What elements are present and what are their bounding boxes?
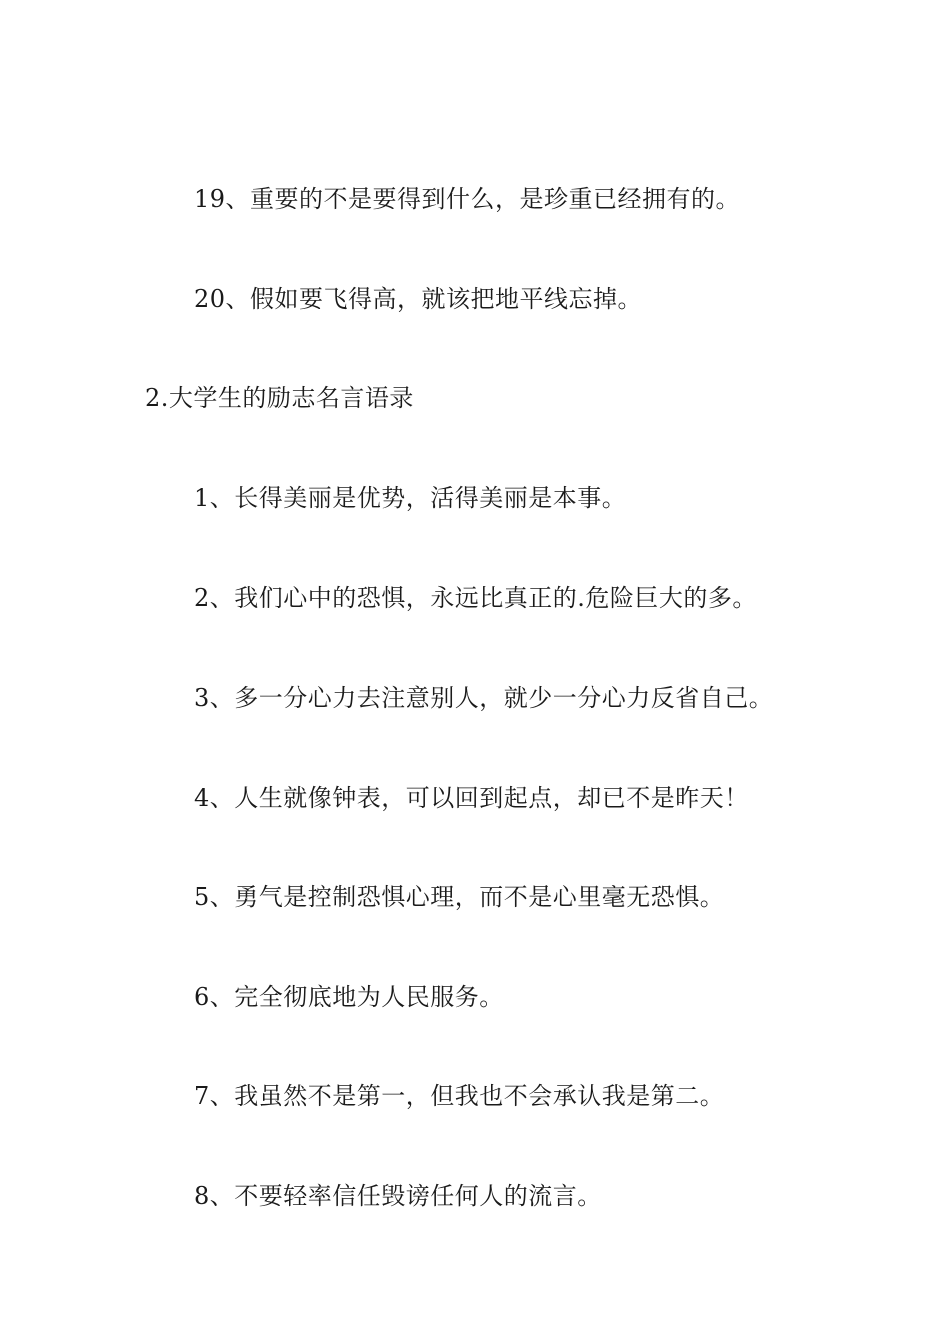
quote-item-6: 6、完全彻底地为人民服务。 [194, 983, 504, 1011]
quote-item-4: 4、人生就像钟表，可以回到起点，却已不是昨天！ [194, 784, 749, 812]
section-heading: 2.大学生的励志名言语录 [145, 384, 414, 412]
quote-item-5: 5、勇气是控制恐惧心理，而不是心里毫无恐惧。 [194, 883, 725, 911]
quote-item-20: 20、假如要飞得高，就该把地平线忘掉。 [194, 285, 643, 313]
quote-item-19: 19、重要的不是要得到什么，是珍重已经拥有的。 [194, 185, 741, 213]
quote-item-2: 2、我们心中的恐惧，永远比真正的.危险巨大的多。 [194, 584, 757, 612]
quote-item-3: 3、多一分心力去注意别人，就少一分心力反省自己。 [194, 684, 774, 712]
quote-item-7: 7、我虽然不是第一，但我也不会承认我是第二。 [194, 1082, 725, 1110]
quote-item-8: 8、不要轻率信任毁谤任何人的流言。 [194, 1182, 602, 1210]
quote-item-1: 1、长得美丽是优势，活得美丽是本事。 [194, 484, 627, 512]
